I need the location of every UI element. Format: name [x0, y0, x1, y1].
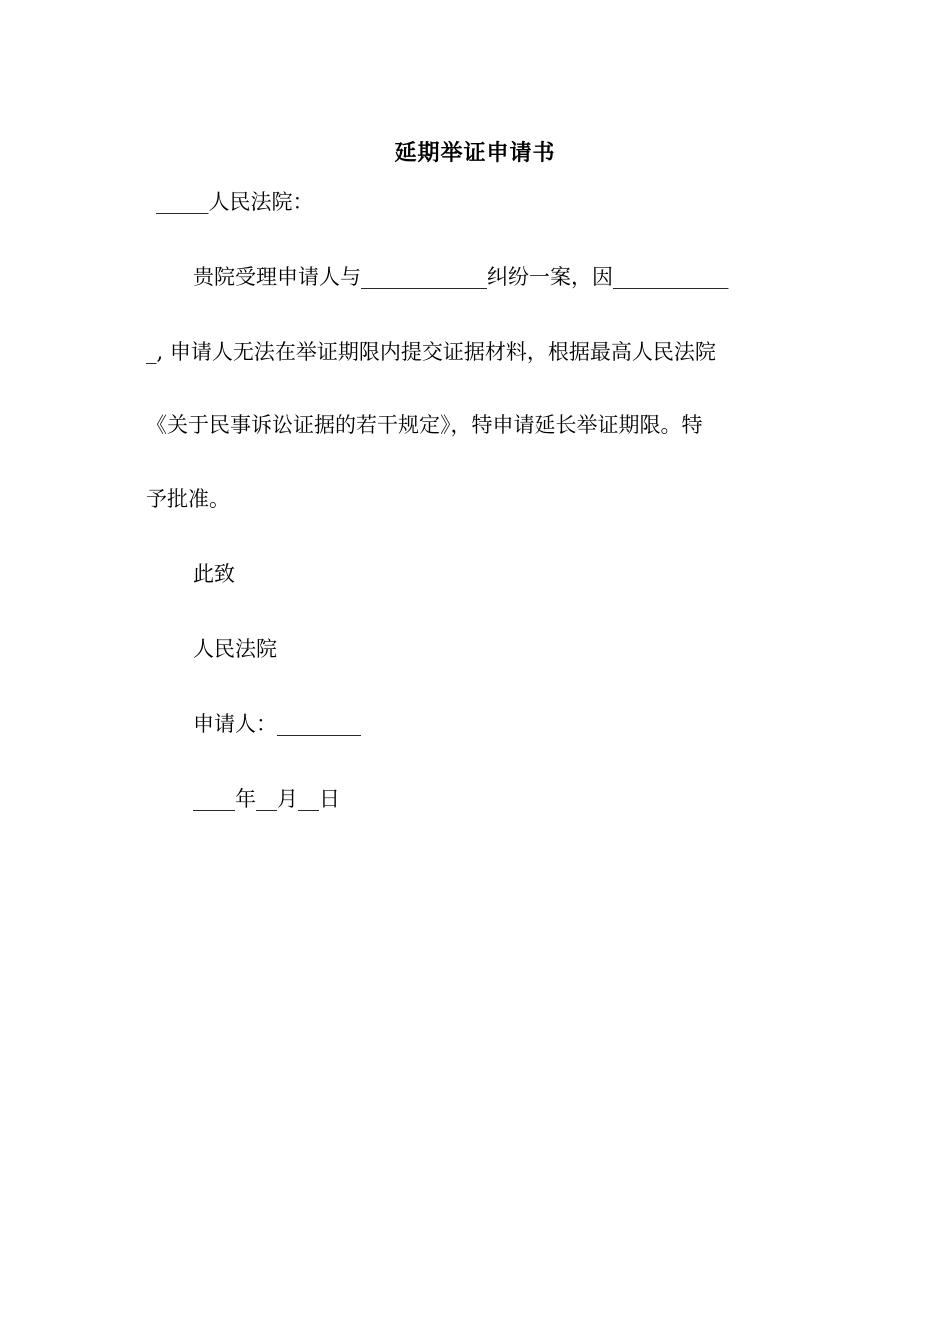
applicant-signature-line: 申请人：________	[193, 712, 361, 736]
court-name: 人民法院	[193, 637, 277, 661]
addressee-line: _____人民法院：	[156, 190, 314, 214]
body-line-4: 予批准。	[146, 487, 230, 511]
body-line-3: 《关于民事诉讼证据的若干规定》，特申请延长举证期限。特	[146, 413, 703, 437]
document-title: 延期举证申请书	[394, 140, 556, 166]
body-line-2: _, 申请人无法在举证期限内提交证据材料，根据最高人民法院	[146, 340, 716, 364]
body-line-1: 贵院受理申请人与____________纠纷一案，因___________	[193, 265, 729, 289]
date-line: ____年__月__日	[193, 787, 340, 811]
closing-salutation: 此致	[193, 562, 235, 586]
